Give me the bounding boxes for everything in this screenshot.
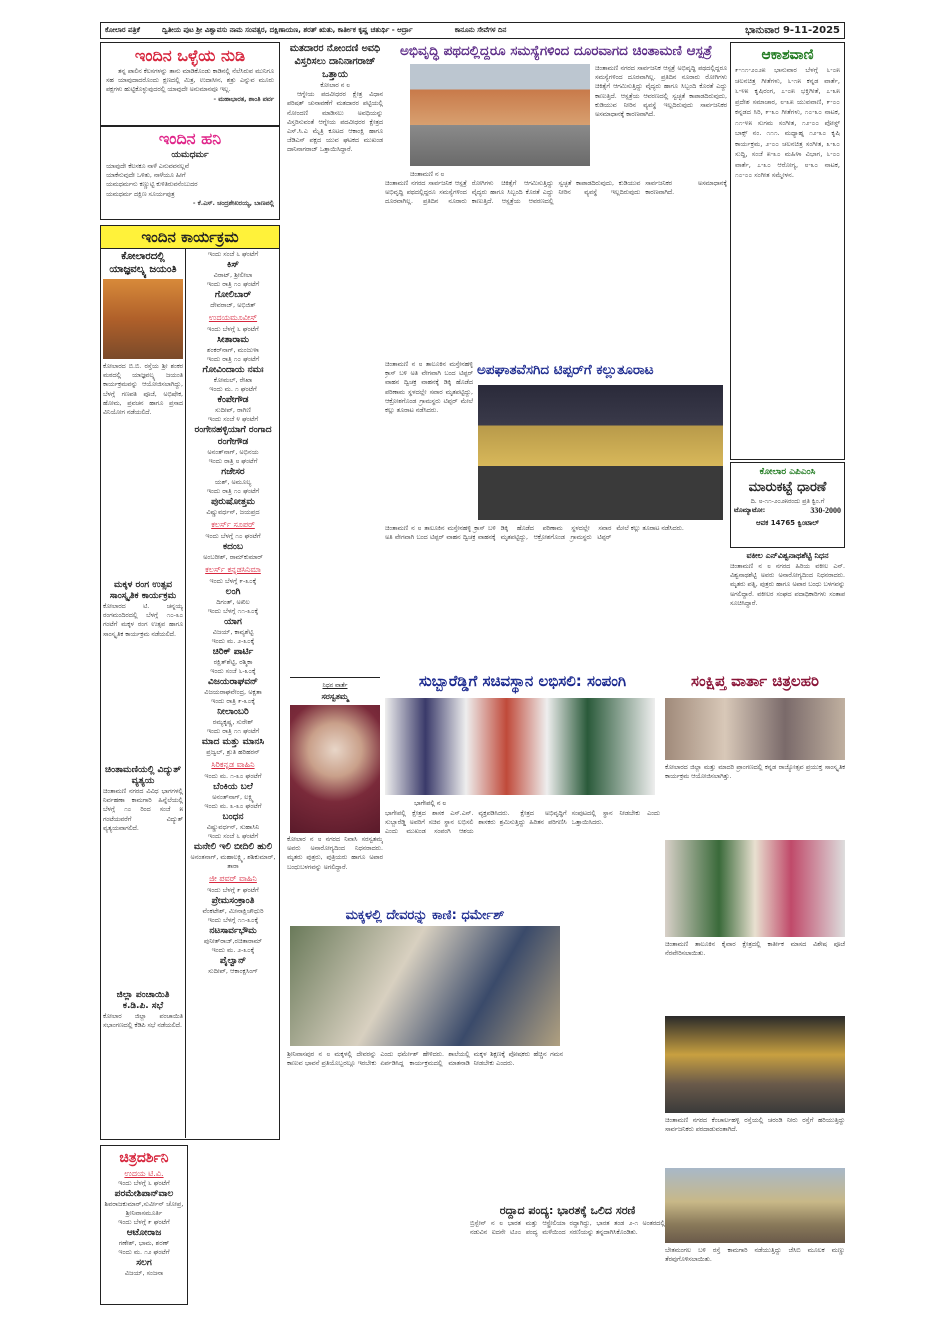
show-time: ಇಂದು ಸಂಜೆ ೪ ಘಂಟೆಗೆ — [207, 415, 259, 423]
show-time: ಇಂದು ಬೆಳಗ್ಗೆ ೯-೩೦ಕ್ಕೆ — [209, 577, 257, 585]
divider — [290, 677, 380, 678]
brief-caption: ಚಿಂತಾಮಣಿ ತಾಲೂಕಿನ ಕೈವಾರ ಕ್ಷೇತ್ರದಲ್ಲಿ ಕಾರ್ತೀಕ ಮಾಸದ ವಿಶೇಷ ಪೂಜೆ ನೆರವೇರಿಸಲಾಯಿತು. — [665, 941, 845, 958]
show-time: ಇಂದು ಸಂಜೆ ೬ ಘಂಟೆಗೆ — [207, 832, 259, 840]
channel-name: ಜೀ ಪವರ್ ವಾಹಿನಿ — [209, 874, 257, 883]
subbareddy-article — [385, 668, 660, 1203]
hospital-dateline: ಚಿಂತಾಮಣಿ ನ ೮ — [409, 171, 445, 178]
yajnavalkya-photo — [103, 279, 183, 359]
film-title: ಗೋವಿಂದಾಯ ನಮಃ — [202, 365, 264, 375]
film-cast: ರಕ್ಷಿತ್‌ಶೆಟ್ಟಿ, ರಶ್ಮಿಕಾ — [213, 658, 253, 666]
subbareddy-photo — [385, 698, 655, 795]
chitradarshini-listings — [103, 1179, 185, 1278]
lawyer-article — [730, 550, 845, 662]
film-cast: ವಿಷ್ಣುವರ್ಧನ್, ಜಯಪ್ರದ — [206, 508, 260, 516]
subbareddy-text: ಭಾಗೇಪಲ್ಲಿ ಕ್ಷೇತ್ರದ ಶಾಸಕ ಎಸ್.ಎನ್. ಸುಬ್ಬಾರೆಡ್ಡಿ ಅವರಿಗೆ ಸಚಿವ ಸ್ಥಾನ ಲಭಿಸಲಿ ಎಂದು ಮುಖಂಡ ಸಂಪಂಗಿ ಆಶಯ ವ್ಯಕ್ತಪಡಿಸಿದರು. ಕ್ಷೇತ್ರದ ಅಭಿವೃದ್ಧಿಗೆ ಶಾಸಕರು ಶ್ರಮಿಸುತ್ತಿದ್ದು ಹಿರಿತನ ಪರಿಗಣಿಸಿ ಸಂಪುಟದಲ್ಲಿ ಸ್ಥಾನ ನೀಡಬೇಕು ಎಂದು ಒತ್ತಾಯಿಸಿದರು. — [385, 810, 660, 836]
hospital-headline: ಅಭಿವೃದ್ಧಿ ಪಥದಲ್ಲಿದ್ದರೂ ಸಮಸ್ಯೆಗಳಿಂದ ದೂರವಾಗದ ಚಿಂತಾಮಣಿ ಆಸ್ಪತ್ರೆ — [399, 43, 713, 59]
hani-line: ಯಾವುದೇ ಕೆಲಸಕೂ ನಾಳೆ ಎನುವವನಲ್ಲವೆ — [106, 163, 190, 170]
good-word-title: ಇಂದಿನ ಒಳ್ಳೆಯ ನುಡಿ — [134, 46, 246, 65]
show-time: ಇಂದು ರಾತ್ರಿ ೧೦ ಘಂಟೆಗೆ — [206, 280, 260, 288]
film-title: ಬಂಧನ — [222, 812, 244, 822]
akashavani-title: ಆಕಾಶವಾಣಿ — [761, 47, 814, 63]
film-title: ಕಿಸ್ — [227, 260, 239, 270]
feature2-title: ಮಕ್ಕಳ ರಂಗ ಉತ್ಸವ ಸಾಂಸ್ಕೃತಿಕ ಕಾರ್ಯಕ್ರಮ — [109, 580, 177, 601]
show-time: ಇಂದು ಮ. ೩-೩೦ ಘಂಟೆಗೆ — [204, 802, 262, 810]
film-title: ಆಟೋರಾಜ — [126, 1228, 162, 1238]
apmc-box — [730, 462, 845, 548]
cricket-article — [470, 1203, 665, 1308]
apmc-arrival: ಆವಕ 14765 ಕ್ವಿಂಟಾಲ್ — [756, 519, 819, 528]
show-time: ಇಂದು ಸಂಜೆ ೬ ಘಂಟೆಗೆ — [207, 250, 259, 258]
tipper-article — [385, 360, 727, 665]
film-cast: ದಿಗಂತ್, ಅಖಿಲ — [216, 598, 250, 606]
feature2-text: ಕೋಲಾರದ ಟಿ. ಚನ್ನಯ್ಯ ರಂಗಮಂದಿರದಲ್ಲಿ ಬೆಳಗ್ಗೆ ೧೦-೩೦ ಗಂಟೆಗೆ ಮಕ್ಕಳ ರಂಗ ಉತ್ಸವ ಹಾಗೂ ಸಾಂಸ್ಕೃತಿಕ ಕಾರ್ಯಕ್ರಮ ನಡೆಯಲಿದೆ. — [103, 603, 183, 638]
brief-caption: ಬೇತಮಂಗಲ ಬಳಿ ರಸ್ತೆ ಕಾಮಗಾರಿ ನಡೆಯುತ್ತಿದ್ದು ಜೆಸಿಬಿ ಮೂಲಕ ಮಣ್ಣು ತೆರವುಗೊಳಿಸಲಾಯಿತು. — [665, 1247, 845, 1264]
show-time: ಇಂದು ಮ. ೧ ಘಂಟೆಗೆ — [209, 385, 257, 393]
film-title: ಪರಮೇಶಿಪಾನ್‌ವಾಲ — [114, 1189, 174, 1199]
tipper-text: ಚಿಂತಾಮಣಿ ನ ೮ ತಾಲೂಕಿನ ಮಸ್ತೇನಹಳ್ಳಿ ಕ್ರಾಸ್ ಬಳಿ ಅತಿ ವೇಗವಾಗಿ ಬಂದ ಟಿಪ್ಪರ್ ವಾಹನ ದ್ವಿಚಕ್ರ ವಾಹನಕ್ಕೆ ಡಿಕ್ಕಿ ಹೊಡೆದ ಪರಿಣಾಮ ಸ್ಥಳದಲ್ಲೇ ಸವಾರ ಮೃತಪಟ್ಟಿದ್ದು, ಆಕ್ರೋಶಗೊಂಡ ಗ್ರಾಮಸ್ಥರು ಟಿಪ್ಪರ್ ಮೇಲೆ ಕಲ್ಲು ತೂರಾಟ ನಡೆಸಿದರು. — [385, 361, 473, 415]
feature4-title: ಜಿಲ್ಲಾ ಪಂಚಾಯಿತಿ ಕ.ಡಿ.ಪಿ. ಸಭೆ — [116, 990, 170, 1011]
film-cast: ವಿಜಯ್, ಕಾವ್ಯಶೆಟ್ಟಿ — [212, 628, 254, 636]
obituary — [287, 680, 383, 908]
film-cast: ಗಣೇಶ್, ಭಾಮ, ಶರಣ್ — [118, 1239, 170, 1247]
subbareddy-headline: ಸುಬ್ಬಾರೆಡ್ಡಿಗೆ ಸಚಿವಸ್ಥಾನ ಲಭಿಸಲಿ: ಸಂಪಂಗಿ — [418, 672, 627, 690]
brief-photo-3 — [665, 1016, 845, 1113]
good-word-box — [100, 42, 280, 126]
show-time: ಇಂದು ಬೆಳಗ್ಗೆ ೧೧-೩೦ಕ್ಕೆ — [207, 916, 259, 924]
brief-caption: ಚಿಂತಾಮಣಿ ನಗರದ ಕೆಂಚಾರ್ಲಹಳ್ಳಿ ರಸ್ತೆಯಲ್ಲಿ ಚರಂಡಿ ನೀರು ರಸ್ತೆಗೆ ಹರಿಯುತ್ತಿದ್ದು ಸಾರ್ವಜನಿಕರು ಪರದಾಡುವಂತಾಗಿದೆ. — [665, 1117, 845, 1134]
chitradarshini-title: ಚಿತ್ರದರ್ಶಿನಿ — [119, 1150, 169, 1166]
film-title: ನಟಸಾರ್ವಭೌಮ — [209, 926, 257, 936]
show-time: ಇಂದು ಬೆಳಗ್ಗೆ ೧೧-೩೦ಕ್ಕೆ — [207, 607, 259, 615]
obituary-text: ಕೋಲಾರ ನ ೮ ನಗರದ ನಿವಾಸಿ ಸರಸ್ವತಮ್ಮ ಅವರು ಅನಾರೋಗ್ಯದಿಂದ ನಿಧನರಾದರು. ಮೃತರು ಪುತ್ರರು, ಪುತ್ರಿಯರು ಹಾಗೂ ಅಪಾರ ಬಂಧುಬಳಗವನ್ನು ಅಗಲಿದ್ದಾರೆ. — [287, 836, 383, 871]
hani-title: ಇಂದಿನ ಹನಿ — [158, 129, 222, 148]
channel-name: ಸಿರಿಕನ್ನಡ ವಾಹಿನಿ — [211, 760, 255, 769]
brief-photo-1 — [665, 698, 845, 760]
film-title: ಚಿರಿಕ್ ಪಾರ್ಟಿ — [212, 647, 254, 657]
film-cast: ಪುನೀತ್‌ರಾಜ್,ರಚಿತಾರಾಮ್ — [203, 937, 263, 945]
good-word-text: ತನ್ನ ಪಾಲಿನ ಕೆಲಸಗಳನ್ನು ತಾನು ಮಾಡಿಕೊಂಡು ಕಾಡಿನಲ್ಲಿ ನೆಲೆಸಿರುವ ಮುನಿಗೂ ಸಹ ಯಾವುದಾದರೊಂದು ಕ್ಷಣದಲ್ಲಿ ಮಿತ್ರ, ಉದಾಸೀನ, ಶತ್ರು ಎನ್ನುವ ಮೂರು ಪಕ್ಷಗಳು ಹುಟ್ಟಿಕೊಳ್ಳುವುದರಲ್ಲಿ ಯಾವುದೇ ಅನುಮಾನವೂ ಇಲ್ಲ. — [106, 68, 274, 94]
film-cast: ಅನಂತ್‌ನಾಗ್, ಲಕ್ಷ್ಮಿ — [212, 793, 254, 801]
show-time: ಇಂದು ಮ. ೧-೩೦ ಘಂಟೆಗೆ — [204, 772, 262, 780]
film-title: ವಿಜಯರಾಘವನ್ — [208, 677, 258, 687]
film-cast: ಕೋಮಲ್, ರೇಖಾ — [213, 376, 253, 384]
voters-text: ಆಗ್ನೇಯ ಪದವೀಧರರ ಕ್ಷೇತ್ರ ವಿಧಾನ ಪರಿಷತ್ ಚುನಾವಣೆಗೆ ಮತದಾರರ ಪಟ್ಟಿಯಲ್ಲಿ ನೋಂದಣಿ ಮಾಡಿಸಲು ಅವಧಿಯನ್ನು ವಿಸ್ತರಿಸುವಂತೆ ಆಗ್ನೇಯ ಪದವೀಧರರ ಕ್ಷೇತ್ರದ ಎಸ್.ಸಿ.ಎ ಮೈತ್ರಿ ಕೂಟದ ಆಕಾಂಕ್ಷಿ ಹಾಗೂ ಜೆಡಿಎಸ್ ಪಕ್ಷದ ಯುವ ಘಟಕದ ಮುಖಂಡ ದಾನಿನಾಗರಾಜ್ ಒತ್ತಾಯಿಸಿದ್ದಾರೆ. — [287, 91, 383, 154]
briefs-section — [665, 668, 845, 1308]
issue-date: ಭಾನುವಾರ 9-11-2025 — [745, 25, 840, 36]
film-cast: ವಿರಾಟ್, ಶ್ರೀಲೀಲಾ — [213, 271, 253, 279]
programs-title: ಇಂದಿನ ಕಾರ್ಯಕ್ರಮ — [101, 226, 279, 249]
obituary-name: ಸರಸ್ವತಮ್ಮ — [321, 692, 349, 701]
film-cast: ಅಂಬರೀಶ್, ರಾಮ್‌ಕುಮಾರ್ — [203, 553, 263, 561]
show-time: ಇಂದು ಬೆಳಗ್ಗೆ ೯ ಘಂಟೆಗೆ — [118, 1218, 170, 1226]
apmc-price: 330-2000 — [810, 506, 841, 516]
film-cast: ವಿಷ್ಣುವರ್ಧನ್, ಸುಹಾಸಿನಿ — [206, 823, 260, 831]
hani-box — [100, 126, 280, 220]
obituary-kicker: ನಿಧನ ವಾರ್ತೆ — [322, 682, 348, 689]
good-word-source: - ಮಹಾಭಾರತ, ಶಾಂತಿ ಪರ್ವ — [213, 95, 274, 103]
chitradarshini-box — [100, 1145, 188, 1305]
show-time: ಇಂದು ಬೆಳಗ್ಗೆ ೧೦ ಘಂಟೆಗೆ — [205, 532, 261, 540]
tipper-headline: ಅಪಘಾತವೆಸಗಿದ ಟಿಪ್ಪರ್‌ಗೆ ಕಲ್ಲುತೂರಾಟ — [477, 362, 654, 378]
show-time: ಇಂದು ರಾತ್ರಿ ೧೦ ಘಂಟೆಗೆ — [206, 487, 260, 495]
film-title: ಮನೇಲಿ ಇಲಿ ಬೀದಿಲಿ ಹುಲಿ — [193, 842, 273, 852]
film-title: ಗಜೇಸರ — [221, 467, 245, 477]
brief-caption: ಕೋಲಾರದ ಜಿಲ್ಲಾ ಮತ್ತು ಮಾದರಿ ಪ್ರಾಂಗಣದಲ್ಲಿ ಕನ್ನಡ ರಾಜ್ಯೋತ್ಸವ ಪ್ರಯುಕ್ತ ಸಾಂಸ್ಕೃತಿಕ ಕಾರ್ಯಕ್ರಮ ಆಯೋಜಿಸಲಾಗಿತ್ತು. — [665, 764, 845, 781]
hospital-text: ಚಿಂತಾಮಣಿ ನಗರದ ಸಾರ್ವಜನಿಕ ಆಸ್ಪತ್ರೆ ಅಭಿವೃದ್ಧಿ ಪಥದಲ್ಲಿದ್ದರೂ ಸಮಸ್ಯೆಗಳಿಂದ ದೂರವಾಗಿಲ್ಲ. ಪ್ರತಿದಿನ ನೂರಾರು ರೋಗಿಗಳು ಚಿಕಿತ್ಸೆಗೆ ಆಗಮಿಸುತ್ತಿದ್ದು ವೈದ್ಯರು ಹಾಗೂ ಸಿಬ್ಬಂದಿ ಕೊರತೆ ಎದ್ದು ಕಾಣುತ್ತಿದೆ. ಆಸ್ಪತ್ರೆಯ ಆವರಣದಲ್ಲಿ ಸ್ವಚ್ಛತೆ ಕಾಪಾಡದಿರುವುದು, ಕುಡಿಯುವ ನೀರಿನ ವ್ಯವಸ್ಥೆ ಇಲ್ಲದಿರುವುದು ಸಾರ್ವಜನಿಕರ ಅಸಮಾಧಾನಕ್ಕೆ ಕಾರಣವಾಗಿದೆ. — [595, 65, 727, 119]
channel-name: ಉದಯಮೂವೀಸ್ — [208, 313, 258, 322]
film-cast: ಶಿವರಾಜಕುಮಾರ್,ಸುರ್ವೀನ್ ಚೋಪ್ರ, ಶ್ರೀನಿವಾಸಮೂರ್ತಿ — [104, 1200, 184, 1217]
show-time: ಇಂದು ಸಂಜೆ ೬-೩೦ಕ್ಕೆ — [210, 667, 256, 675]
apmc-title: ಮಾರುಕಟ್ಟೆ ಧಾರಣೆ — [748, 480, 827, 495]
hospital-photo — [410, 64, 590, 166]
feature3-text: ಚಿಂತಾಮಣಿ ನಗರದ ವಿವಿಧ ಭಾಗಗಳಲ್ಲಿ ನಿರ್ವಹಣಾ ಕಾಮಗಾರಿ ಹಿನ್ನೆಲೆಯಲ್ಲಿ ಬೆಳಗ್ಗೆ ೧೦ ರಿಂದ ಸಂಜೆ ೫ ಗಂಟೆಯವರೆಗೆ ವಿದ್ಯುತ್ ವ್ಯತ್ಯಯವಾಗಲಿದೆ. — [103, 788, 183, 832]
apmc-item: ಟೊಮ್ಯಾಟೋ: — [734, 506, 766, 515]
children-headline: ಮಕ್ಕಳಲ್ಲಿ ದೇವರನ್ನು ಕಾಣಿ: ಧರ್ಮೇಶ್ — [345, 908, 505, 923]
apmc-price-row — [734, 506, 841, 515]
paper-name: ಕೋಲಾರ ಪತ್ರಿಕೆ — [105, 26, 140, 34]
show-time: ಇಂದು ರಾತ್ರಿ ೧೧ ಘಂಟೆಗೆ — [206, 727, 260, 735]
voters-headline: ಮತದಾರರ ನೋಂದಣಿ ಅವಧಿ ವಿಸ್ತರಿಸಲು ದಾನಿನಾಗರಾಜ್ ಒತ್ತಾಯ — [289, 43, 381, 80]
show-time: ಇಂದು ಮ. ೧೨ ಘಂಟೆಗೆ — [118, 1248, 170, 1256]
brief-photo-4 — [665, 1168, 845, 1243]
film-title: ಮಾದ ಮತ್ತು ಮಾನಸಿ — [201, 737, 265, 747]
film-title: ಕದಂಬ — [223, 542, 243, 552]
film-title: ಸಲಗ — [136, 1258, 152, 1268]
film-cast: ಪ್ರಜ್ವಲ್, ಶ್ರುತಿ ಹರಿಹರನ್ — [206, 748, 260, 756]
feature3-title: ಚಿಂತಾಮಣಿಯಲ್ಲಿ ವಿದ್ಯುತ್ ವ್ಯತ್ಯಯ — [105, 765, 181, 786]
feature-text: ಕೋಲಾರದ ಬಿ.ಬಿ. ರಸ್ತೆಯ ಶ್ರೀ ಶಂಕರ ಮಠದಲ್ಲಿ ಯಾಜ್ಞವಲ್ಕ್ಯ ಜಯಂತಿ ಕಾರ್ಯಕ್ರಮವನ್ನು ಆಯೋಜಿಸಲಾಗಿದ್ದು, ಬೆಳಗ್ಗೆ ಗಣಪತಿ ಪೂಜೆ, ಅಭಿಷೇಕ, ಹೋಮ, ಪ್ರವಚನ ಹಾಗೂ ಪ್ರಸಾದ ವಿನಿಯೋಗ ನಡೆಯಲಿದೆ. — [103, 363, 183, 417]
hani-line: ಯಮಧರ್ಮ ದಕ್ಷಿಣ ಸೂರ್ಯಪುತ್ರ — [106, 190, 175, 198]
apmc-note: ದಿ. ೮-೧೧-೨೦೨೫ರಂದು ಪ್ರತಿ ಕ್ವಿಂ.ಗೆ — [750, 498, 825, 505]
show-time: ಇಂದು ಬೆಳಗ್ಗೆ ೯ ಘಂಟೆಗೆ — [207, 886, 259, 894]
feature-title: ಕೋಲಾರದಲ್ಲಿ ಯಾಜ್ಞವಲ್ಕ್ಯ ಜಯಂತಿ — [109, 251, 177, 275]
lawyer-text: ಚಿಂತಾಮಣಿ ನ ೮ ನಗರದ ಹಿರಿಯ ವಕೀಲ ಎನ್. ವಿಶ್ವನಾಥಶೆಟ್ಟಿ ಅವರು ಅನಾರೋಗ್ಯದಿಂದ ನಿಧನರಾದರು. ಮೃತರು ಪತ್ನಿ, ಪುತ್ರರು ಹಾಗೂ ಅಪಾರ ಬಂಧು ಬಳಗವನ್ನು ಅಗಲಿದ್ದಾರೆ. ವಕೀಲರ ಸಂಘದ ಪದಾಧಿಕಾರಿಗಳು ಸಂತಾಪ ಸೂಚಿಸಿದ್ದಾರೆ. — [730, 563, 845, 607]
show-time: ಇಂದು ರಾತ್ರಿ ೯-೩೦ಕ್ಕೆ — [210, 697, 256, 705]
film-cast: ರಮ್ಯಕೃಷ್ಣ, ಸುರೇಶ್ — [212, 718, 254, 726]
film-cast: ಶಂಕರ್‌ನಾಗ್, ಮಂಜುಳಾ — [207, 346, 259, 354]
divider — [185, 248, 186, 1138]
akashavani-schedule: ೯-೧೧-೨೦೨೫ ಭಾನುವಾರ ಬೆಳಗ್ಗೆ ೬-೦೫ ಚಲನಚಿತ್ರ ಗೀತೆಗಳು, ೬-೧೫ ಕನ್ನಡ ವಾರ್ತೆ, ೬-೪೫ ಕೃಷಿರಂಗ, ೭-೦೫ ಭಕ್ತಿಗೀತೆ, ೭-೩೫ ಪ್ರದೇಶ ಸಮಾಚಾರ, ೮-೩೫ ಯುವವಾಣಿ, ೯-೦೦ ಕನ್ನಡದ ಸಿರಿ, ೯-೩೦ ಗೀತೆಗಳು, ೧೦-೩೦ ನಾಟಕ, ೧೧-೪೫ ಸುಗಮ ಸಂಗೀತ, ೧೨-೦೦ ಪೋಸ್ಟ್ ಬಾಕ್ಸ್ ನಂ. ೧೧೧. ಮಧ್ಯಾಹ್ನ ೧೨-೩೦ ಕೃಷಿ ಕಾರ್ಯಕ್ರಮ, ೨-೦೦ ಚಲನಚಿತ್ರ ಸಂಗೀತ, ೩-೩೦ ಸುದ್ದಿ, ಸಂಜೆ ೫-೩೦ ಮಹಿಳಾ ವಿಭಾಗ, ೬-೦೦ ವಾರ್ತೆ, ೭-೩೦ ಆರೋಗ್ಯ, ೮-೩೦ ನಾಟಕ, ೧೦-೦೦ ಸಂಗೀತ ಸಮ್ಮೇಳನ. — [735, 66, 840, 179]
hani-subtitle: ಯಮಧರ್ಮ — [171, 150, 209, 160]
film-title: ಸೀತಾರಾಮ — [217, 335, 249, 345]
obituary-photo — [290, 705, 380, 833]
film-cast: ಸುದೀಪ್, ರಾಗಿಣಿ — [215, 406, 251, 414]
film-cast: ಅನಂತ್‌ನಾಗ್, ಅಭಿನಯ — [207, 448, 259, 456]
film-title: ಕೆಂಪೇಗೌಡ — [217, 395, 249, 405]
hani-line: ಯಾಕೆನುವುದೇ ಒಳಿತು, ನಾಳೆಯೂ ಹೀಗೆ — [106, 172, 186, 180]
feature4-text: ಕೋಲಾರ ಜಿಲ್ಲಾ ಪಂಚಾಯಿತಿ ಸಭಾಂಗಣದಲ್ಲಿ ಕೆಡಿಪಿ ಸಭೆ ನಡೆಯಲಿದೆ. — [103, 1013, 183, 1030]
film-title: ಲಂಗಿ — [225, 587, 241, 597]
hospital-text-cont: ಚಿಂತಾಮಣಿ ನಗರದ ಸಾರ್ವಜನಿಕ ಆಸ್ಪತ್ರೆ ಅಭಿವೃದ್ಧಿ ಪಥದಲ್ಲಿದ್ದರೂ ಸಮಸ್ಯೆಗಳಿಂದ ದೂರವಾಗಿಲ್ಲ. ಪ್ರತಿದಿನ ನೂರಾರು ರೋಗಿಗಳು ಚಿಕಿತ್ಸೆಗೆ ಆಗಮಿಸುತ್ತಿದ್ದು ವೈದ್ಯರು ಹಾಗೂ ಸಿಬ್ಬಂದಿ ಕೊರತೆ ಎದ್ದು ಕಾಣುತ್ತಿದೆ. ಆಸ್ಪತ್ರೆಯ ಆವರಣದಲ್ಲಿ ಸ್ವಚ್ಛತೆ ಕಾಪಾಡದಿರುವುದು, ಕುಡಿಯುವ ನೀರಿನ ವ್ಯವಸ್ಥೆ ಇಲ್ಲದಿರುವುದು ಸಾರ್ವಜನಿಕರ ಅಸಮಾಧಾನಕ್ಕೆ ಕಾರಣವಾಗಿದೆ. — [385, 180, 727, 206]
tipper-text-cont: ಚಿಂತಾಮಣಿ ನ ೮ ತಾಲೂಕಿನ ಮಸ್ತೇನಹಳ್ಳಿ ಕ್ರಾಸ್ ಬಳಿ ಅತಿ ವೇಗವಾಗಿ ಬಂದ ಟಿಪ್ಪರ್ ವಾಹನ ದ್ವಿಚಕ್ರ ವಾಹನಕ್ಕೆ ಡಿಕ್ಕಿ ಹೊಡೆದ ಪರಿಣಾಮ ಸ್ಥಳದಲ್ಲೇ ಸವಾರ ಮೃತಪಟ್ಟಿದ್ದು, ಆಕ್ರೋಶಗೊಂಡ ಗ್ರಾಮಸ್ಥರು ಟಿಪ್ಪರ್ ಮೇಲೆ ಕಲ್ಲು ತೂರಾಟ ನಡೆಸಿದರು. — [385, 525, 684, 542]
film-cast: ಯಶ್, ಅಮೂಲ್ಯ — [214, 478, 252, 486]
occasion: ಕಾನೂನು ಸೇವೆಗಳ ದಿನ — [454, 26, 507, 34]
panchanga: ದ್ವಿತೀಯ ಪುಟ ಶ್ರೀ ವಿಶ್ವಾವಸು ನಾಮ ಸಂವತ್ಸರ, ದಕ್ಷಿಣಾಯಣ, ಶರತ್ ಋತು, ಕಾರ್ತೀಕ ಕೃಷ್ಣ ಚತುರ್ಥಿ - ಆರ್ದ್ರಾ — [161, 26, 413, 34]
voters-dateline: ಕೋಲಾರ ನ ೮ — [320, 82, 350, 89]
programs-left-col — [103, 250, 183, 1136]
show-time: ಇಂದು ಮ. ೨-೩೦ಕ್ಕೆ — [211, 946, 255, 954]
hani-line: ಯಮಧರ್ಮನು ಕಣ್ಣುಟ್ಟಿ ಕುಳಿತಿರುವನೆಂಬುದರ — [106, 181, 198, 189]
film-title: ಯಾಗ — [224, 617, 242, 627]
film-cast: ದೇವರಾಜ್, ಅಭಿಜಿತ್ — [210, 301, 256, 309]
film-title: ಪ್ರೇಮಸಂಕ್ರಾಂತಿ — [211, 896, 255, 906]
cricket-headline: ರದ್ದಾದ ಪಂದ್ಯ: ಭಾರತಕ್ಕೆ ಒಲಿದ ಸರಣಿ — [499, 1204, 636, 1217]
children-text: ಶ್ರೀನಿವಾಸಪುರ ನ ೮ ಮಕ್ಕಳಲ್ಲಿ ದೇವರನ್ನು ಕಾಣುವ ಭಾವನೆ ಪ್ರತಿಯೊಬ್ಬರಲ್ಲೂ ಇರಬೇಕು ಎಂದು ಧರ್ಮೇಶ್ ಹೇಳಿದರು. ಶಾಲೆಯಲ್ಲಿ ಏರ್ಪಡಿಸಿದ್ದ ಕಾರ್ಯಕ್ರಮದಲ್ಲಿ ಮಾತನಾಡಿ ಮಕ್ಕಳ ಶಿಕ್ಷಣಕ್ಕೆ ಪೋಷಕರು ಹೆಚ್ಚಿನ ಗಮನ ನೀಡಬೇಕು ಎಂದರು. — [287, 1051, 563, 1068]
channel-name: ಉದಯ ಟಿ.ವಿ. — [124, 1169, 164, 1178]
film-cast: ವೆಂಕಟೇಶ್, ಮೀನಾಕ್ಷಿಚೌಧುರಿ — [202, 907, 264, 915]
masthead — [100, 22, 845, 39]
subbareddy-dateline: ಭಾಗೇಪಲ್ಲಿ ನ ೮ — [414, 800, 446, 807]
film-title: ನೀಲಾಂಬರಿ — [217, 707, 249, 717]
tv-listings — [188, 250, 278, 1136]
tipper-photo — [478, 385, 723, 520]
film-cast: ವಿಜಯರಾಘವೇಂದ್ರ, ಅಕ್ಷತಾ — [204, 688, 262, 696]
lawyer-headline: ವಕೀಲ ಎನ್‌ವಿಶ್ವನಾಥಶೆಟ್ಟಿ ನಿಧನ — [746, 551, 829, 560]
channel-name: ಕಲರ್ಸ್ ಕನ್ನಡಸಿನಿಮಾ — [205, 565, 261, 574]
akashavani-box — [730, 42, 845, 460]
channel-name: ಕಲರ್ಸ್ ಸೂಪರ್ — [211, 520, 255, 529]
show-time: ಇಂದು ಬೆಳಗ್ಗೆ ೬ ಘಂಟೆಗೆ — [207, 325, 259, 333]
brief-photo-2 — [665, 840, 845, 937]
film-cast: ಸುದೀಪ್, ಆಕಾಂಕ್ಷಸಿಂಗ್ — [208, 967, 258, 975]
film-title: ರಂಗೇನಹಳ್ಳಿಯಾಗೆ ರಂಗಾದ ರಂಗೇಗೌಡ — [194, 425, 272, 447]
show-time: ಇಂದು ರಾತ್ರಿ ೮ ಘಂಟೆಗೆ — [208, 457, 258, 465]
film-cast: ವಿಜಯ್, ಸಂಜನಾ — [124, 1269, 164, 1277]
film-title: ಪುರುಷೋತ್ತಮ — [211, 497, 255, 507]
show-time: ಇಂದು ಮ. ೨-೩೦ಕ್ಕೆ — [211, 637, 255, 645]
show-time: ಇಂದು ರಾತ್ರಿ ೧೦ ಘಂಟೆಗೆ — [206, 355, 260, 363]
briefs-headline: ಸಂಕ್ಷಿಪ್ತ ವಾರ್ತಾ ಚಿತ್ರಲಹರಿ — [691, 672, 819, 690]
film-title: ಬೆಂಕಿಯ ಬಲೆ — [213, 782, 253, 792]
voters-article — [287, 42, 383, 670]
film-title: ಗೋಲಿಬಾರ್ — [214, 290, 252, 300]
apmc-kicker: ಕೋಲಾರ ಎಪಿಎಂಸಿ — [759, 467, 816, 477]
show-time: ಇಂದು ಬೆಳಗ್ಗೆ ೬ ಘಂಟೆಗೆ — [118, 1179, 170, 1187]
hani-author: - ಕೆ.ಎಸ್. ಚಂದ್ರಶೇಖರಯ್ಯ, ಬಾಣಪಲ್ಲಿ — [192, 199, 274, 207]
film-cast: ಅನಂತನಾಗ್, ಮಹಾಲಕ್ಷ್ಮಿ, ಶಶಿಕುಮಾರ್, ತಾರಾ — [190, 853, 276, 870]
film-title: ಪೈಲ್ವಾನ್ — [219, 956, 247, 966]
hospital-article — [385, 42, 727, 360]
cricket-text: ಬ್ರಿಸ್ಬೇನ್ ನ ೮ ಭಾರತ ಮತ್ತು ಆಸ್ಟ್ರೇಲಿಯಾ ನಡುವಿನ ಐದನೇ ಟಿ೨೦ ಪಂದ್ಯ ಮಳೆಯಿಂದ ರದ್ದಾಗಿದ್ದು, ಭಾರತ ತಂಡ ೨-೧ ಅಂತರದಲ್ಲಿ ಸರಣಿಯನ್ನು ತನ್ನದಾಗಿಸಿಕೊಂಡಿತು. — [470, 1220, 665, 1237]
